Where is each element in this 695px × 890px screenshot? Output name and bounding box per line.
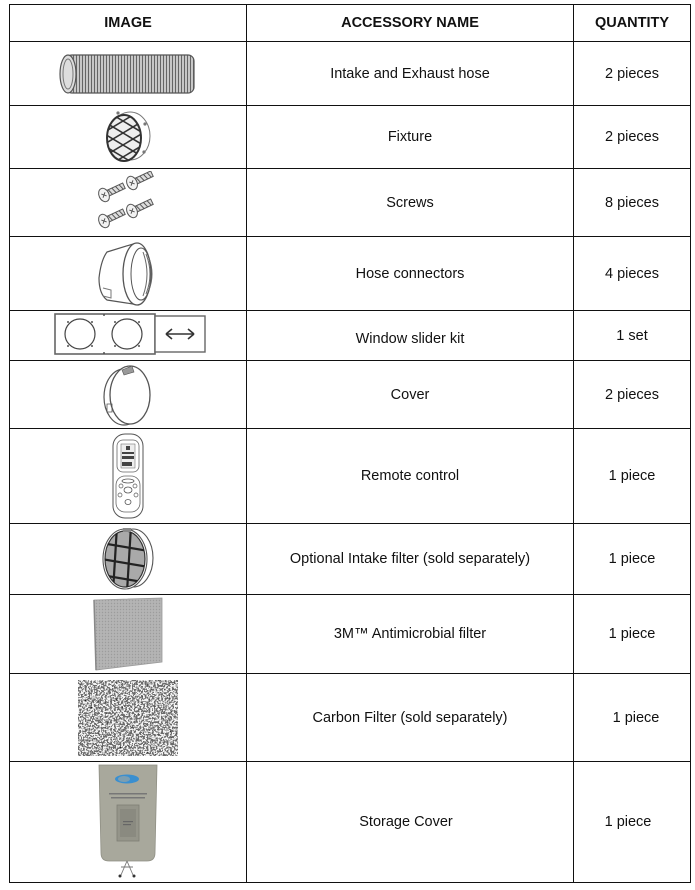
screws-icon [88, 171, 168, 235]
table-row [10, 237, 691, 311]
accessory-name: Intake and Exhaust hose [330, 65, 490, 82]
accessory-quantity: 1 piece [604, 814, 652, 830]
table-row [10, 106, 691, 169]
table-row [10, 524, 691, 595]
header-accessory-name: ACCESSORY NAME [247, 5, 574, 42]
accessory-name: Cover [390, 386, 430, 403]
cover-cap-icon [98, 362, 158, 428]
accessory-quantity: 4 pieces [604, 265, 659, 282]
table-row [10, 595, 691, 674]
remote-control-icon [110, 432, 146, 520]
table-row [10, 42, 691, 106]
accessory-quantity: 1 piece [608, 626, 656, 642]
accessory-quantity: 2 pieces [604, 386, 659, 403]
accessory-quantity: 1 piece [608, 468, 656, 484]
fixture-grille-icon [98, 108, 158, 166]
accessory-name: Fixture [387, 129, 433, 145]
table-row [10, 361, 691, 429]
accessory-name: Hose connectors [355, 265, 465, 282]
table-row [10, 429, 691, 524]
header-quantity: QUANTITY [574, 5, 691, 42]
hose-icon [54, 49, 202, 99]
table-row [10, 762, 691, 883]
hose-connector-icon [93, 238, 163, 310]
accessory-quantity: 1 piece [612, 709, 660, 726]
accessory-name: Optional Intake filter (sold separately) [289, 551, 531, 567]
accessory-quantity: 1 set [616, 327, 648, 344]
table-row [10, 311, 691, 361]
accessory-quantity: 2 pieces [604, 65, 659, 82]
accessory-name: Storage Cover [359, 814, 453, 830]
accessory-name: 3M™ Antimicrobial filter [333, 626, 487, 642]
accessories-table [9, 4, 691, 883]
accessory-name: Remote control [360, 468, 460, 484]
antimicrobial-filter-icon [92, 596, 164, 672]
accessory-quantity: 8 pieces [604, 194, 659, 211]
accessory-name: Carbon Filter (sold separately) [312, 709, 508, 726]
header-image: IMAGE [10, 5, 247, 42]
accessory-name: Window slider kit [355, 330, 465, 347]
carbon-filter-icon [78, 680, 178, 756]
header-row [10, 5, 691, 42]
accessory-name: Screws [386, 194, 434, 211]
intake-filter-icon [95, 526, 161, 592]
table-row [10, 169, 691, 237]
table-row [10, 674, 691, 762]
accessory-quantity: 1 piece [608, 551, 656, 567]
storage-cover-icon [93, 763, 163, 881]
window-slider-kit-icon [54, 312, 210, 356]
accessory-quantity: 2 pieces [604, 129, 659, 145]
